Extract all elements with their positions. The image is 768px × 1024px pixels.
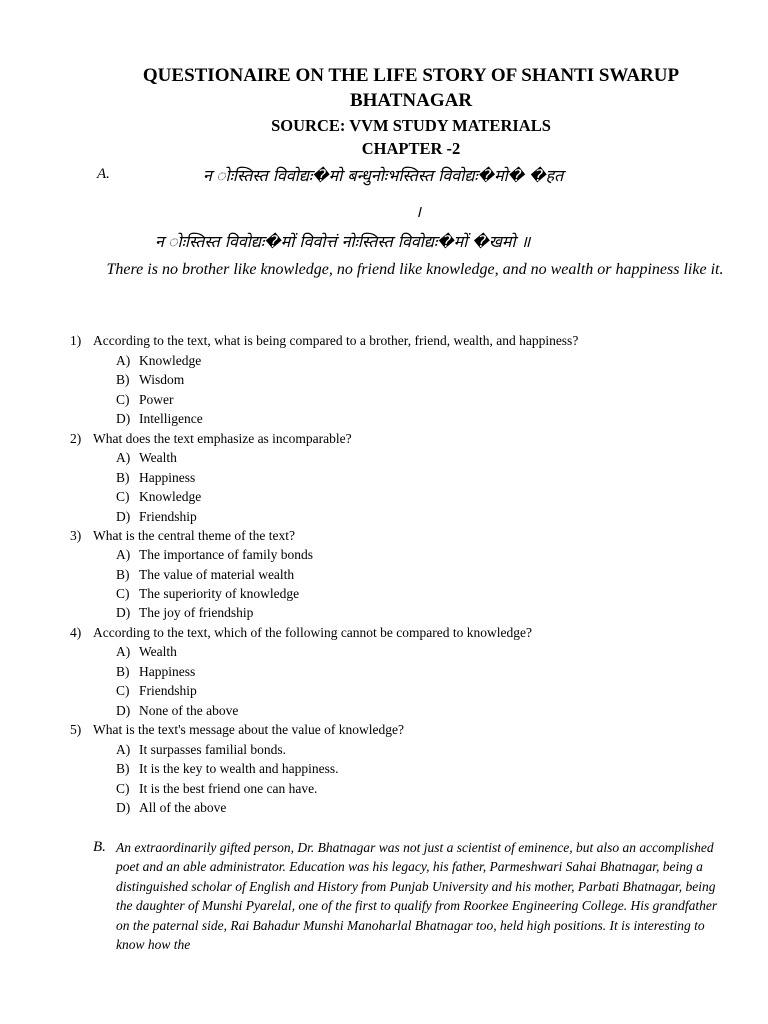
question-1-option-b [116,372,184,388]
option-text: None of the above [139,703,239,718]
option-text: It is the key to wealth and happiness. [139,761,339,776]
option-letter: B) [116,470,130,485]
question-4-option-d [116,703,238,719]
question-1-option-c [116,392,174,408]
question-text: What is the text's message about the value of knowledge? [93,722,404,737]
option-text: All of the above [139,800,227,815]
question-3-option-b [116,567,294,583]
option-text: Wealth [139,644,177,659]
sanskrit-verse-line1: न ोःस्तिस्त विवोद्यः�मो बन्धुनोःभस्तिस्त विवोद्यः�मो� �हत [203,166,564,185]
question-text: According to the text, what is being compared to a brother, friend, wealth, and happiness? [93,333,579,348]
option-text: The value of material wealth [139,567,295,582]
option-letter: C) [116,586,130,601]
option-letter: C) [116,781,130,796]
question-3 [70,528,295,544]
question-5-option-b [116,761,338,777]
question-2-option-d [116,509,197,525]
question-3-option-c [116,586,299,602]
option-letter: B) [116,372,130,387]
option-text: Wealth [139,450,177,465]
option-text: The superiority of knowledge [139,586,300,601]
option-text: Knowledge [139,353,202,368]
option-text: Power [139,392,174,407]
option-letter: B) [116,567,130,582]
question-3-option-a [116,547,313,563]
question-text: What is the central theme of the text? [93,528,296,543]
option-letter: D) [116,509,131,524]
question-1-option-d [116,411,203,427]
question-1 [70,333,578,349]
option-text: Friendship [139,509,197,524]
option-letter: D) [116,411,131,426]
question-2 [70,431,352,447]
option-text: The importance of family bonds [139,547,313,562]
source-line: SOURCE: VVM STUDY MATERIALS [271,116,551,135]
question-text: What does the text emphasize as incomparable? [93,431,352,446]
option-text: Happiness [139,664,196,679]
question-5-option-a [116,742,286,758]
option-letter: C) [116,683,130,698]
option-letter: C) [116,392,130,407]
option-text: Intelligence [139,411,203,426]
option-letter: B) [116,664,130,679]
question-4-option-b [116,664,195,680]
option-letter: D) [116,703,131,718]
question-number: 5) [70,722,82,737]
question-number: 1) [70,333,82,348]
option-text: The joy of friendship [139,605,254,620]
section-b-label: B. [93,839,106,855]
question-number: 2) [70,431,82,446]
option-letter: A) [116,644,131,659]
question-number: 3) [70,528,82,543]
question-text: According to the text, which of the following cannot be compared to knowledge? [93,625,532,640]
option-letter: D) [116,605,131,620]
question-4-option-a [116,644,177,660]
option-text: Friendship [139,683,197,698]
option-letter: C) [116,489,130,504]
chapter-line: CHAPTER -2 [361,139,461,158]
document-title-line1: QUESTIONAIRE ON THE LIFE STORY OF SHANTI SWARUP [142,65,680,86]
verse-translation: There is no brother like knowledge, no friend like knowledge, and no wealth or happiness like it. [106,261,724,278]
document-title-line2: BHATNAGAR [349,90,473,111]
section-b-paragraph: An extraordinarily gifted person, Dr. Bhatnagar was not just a scientist of eminence, but also an accomplished poet and an able administrator. Education was his legacy, his father, Parmeshwari Sahai Bhatnagar, being a distinguished scholar of English and History from Punjab University and his mother, Parbati Bhatnagar, being the daughter of Munshi Pyarelal, one of the first to qualify from Roorkee Engineering College. His grandfather on the paternal side, Rai Bahadur Munshi Manoharlal Bhatnagar too, held high positions. It is interesting to know how the [116,840,718,953]
option-letter: A) [116,450,131,465]
option-text: Wisdom [139,372,185,387]
option-letter: D) [116,800,131,815]
question-5 [70,722,404,738]
question-3-option-d [116,605,253,621]
question-number: 4) [70,625,82,640]
question-1-option-a [116,353,201,369]
question-2-option-a [116,450,177,466]
question-4 [70,625,532,641]
option-letter: A) [116,353,131,368]
option-text: It surpasses familial bonds. [139,742,286,757]
question-2-option-b [116,470,195,486]
sanskrit-verse-line2: । [415,202,422,221]
option-text: Happiness [139,470,196,485]
option-letter: A) [116,547,131,562]
sanskrit-verse-line3: न ोःस्तिस्त विवोद्यः�मों विवोत्तं नोःस्तिस्त विवोद्यः�मों �खमो ॥ [155,232,531,251]
question-5-option-c [116,781,317,797]
question-2-option-c [116,489,201,505]
question-4-option-c [116,683,197,699]
option-text: Knowledge [139,489,202,504]
option-text: It is the best friend one can have. [139,781,318,796]
option-letter: A) [116,742,131,757]
option-letter: B) [116,761,130,776]
question-5-option-d [116,800,226,816]
section-a-label: A. [97,166,110,182]
